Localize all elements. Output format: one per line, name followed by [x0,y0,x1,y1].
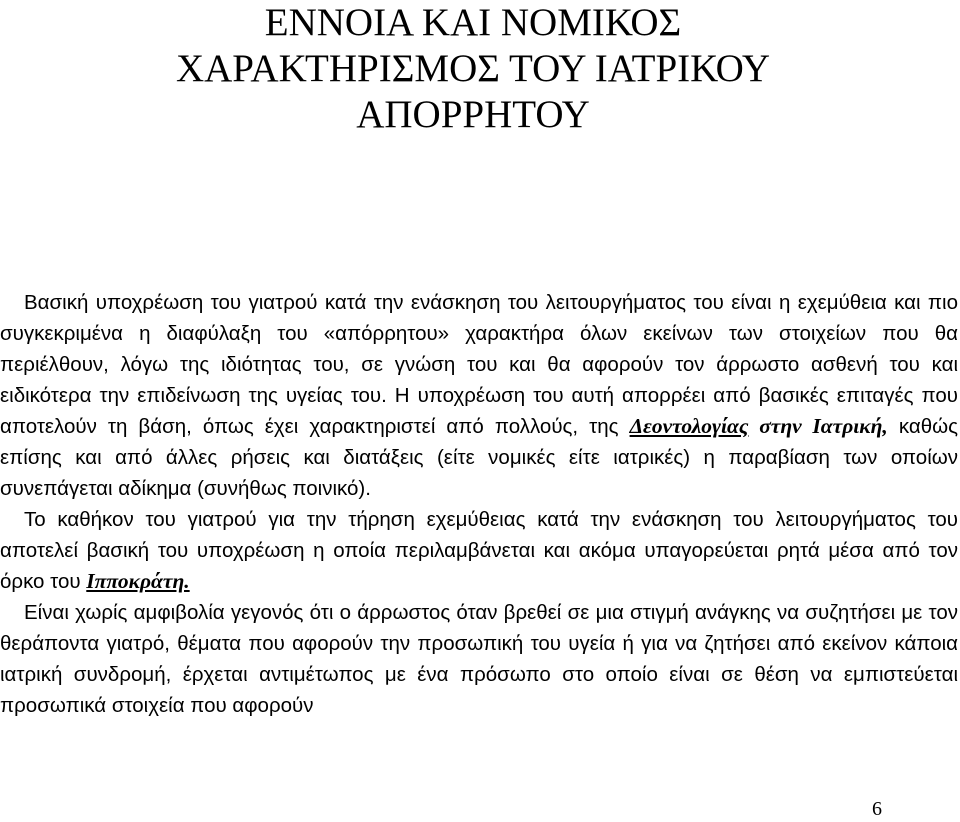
document-title [0,0,946,138]
emphasis-deontology: Δεοντολογίας [629,414,749,438]
emphasis-hippocrates: Ιπποκράτη. [86,569,190,593]
paragraph-2-text: Το καθήκον του γιατρού για την τήρηση εχεμύθειας κατά την ενάσκηση του λειτουργήματος του αποτελεί βασική του υποχρέωση η οποία περιλαμβάνεται και ακόμα υπαγορεύεται ρητά μέσα από τον όρκο του [0,508,958,593]
paragraph-3: Είναι χωρίς αμφιβολία γεγονός ότι ο άρρωστος όταν βρεθεί σε μια στιγμή ανάγκης να συζητήσει με τον θεράποντα γιατρό, θέματα που αφορούν την προσωπική του υγεία ή για να ζητήσει από εκείνον κάποια ιατρική συνδρομή, έρχεται αντιμέτωπος με ένα πρόσωπο στο οποίο είναι σε θέση να εμπιστεύεται προσωπικά στοιχεία που αφορούν [0,601,958,717]
title-line-2: ΧΑΡΑΚΤΗΡΙΣΜΟΣ ΤΟΥ ΙΑΤΡΙΚΟΥ [175,47,771,90]
title-line-3: ΑΠΟΡΡΗΤΟΥ [356,93,590,136]
title-line-1: ΕΝΝΟΙΑ ΚΑΙ ΝΟΜΙΚΟΣ [264,1,682,44]
emphasis-in-medicine: στην Ιατρική, [748,414,888,438]
paragraph-1-text-b: καθώς επίσης και από άλλες ρήσεις και διατάξεις (είτε νομικές είτε ιατρικές) η παραβίαση των οποίων συνεπάγεται αδίκημα (συνήθως ποινικό). [0,415,958,500]
document-body [0,287,958,721]
page-number: 6 [872,798,882,820]
paragraph-1-text-a: Βασική υποχρέωση του γιατρού κατά την ενάσκηση του λειτουργήματος του είναι η εχεμύθεια και πιο συγκεκριμένα η διαφύλαξη του «απόρρητου» χαρακτήρα όλων εκείνων των στοιχείων που θα περιέλθουν, λόγω της ιδιότητας του, σε γνώση του και θα αφορούν τον άρρωστο ασθενή του και ειδικότερα την επιδείνωση της υγείας του. Η υποχρέωση του αυτή απορρέει από βασικές επιταγές που αποτελούν τη βάση, όπως έχει χαρακτηριστεί από πολλούς, της [0,291,958,438]
paragraph-2 [0,504,958,597]
paragraph-1 [0,287,958,504]
